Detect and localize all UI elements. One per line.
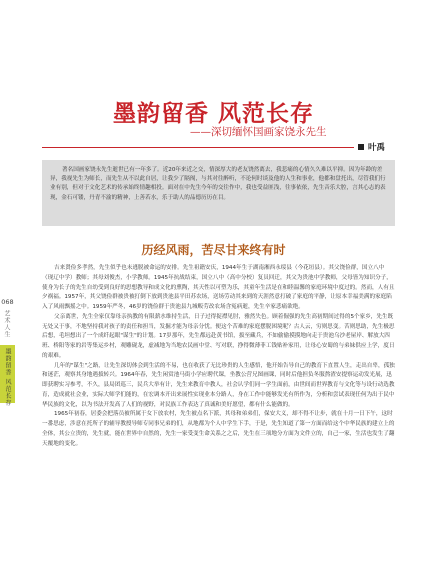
title-rule xyxy=(42,147,354,148)
body-paragraph: 吉来贤俭多孝然，先生似乎也未逃脱被命运的安排。先生祖籍安庆，1944年生于湖南湘西永绥县（今花垣县）。其父饶俭群，国立八中（现辽中学）教师；其母刘俊杰，小学教师。1945年抗战结束，国立八中（高中分校）复员回迁，其父为贵池中学教师，父母皆为知识分子，使身为长子的先生自幼受到良好的思想教导和成文化的熏陶，其天性以可塑为乐，其童年生活是在和睦温馨的家庭环境中度过的。然而，人有且夕祸福。1957年，其父饶俭群被贵被打倒下放到贵池县平田苏农场，送场劳动其来到的天涯然意打破了家庭的平静，让原本幸福美满的家庭陷入了风雨飘摇之中。1959年严冬，46岁的饶俭群于贵池县九城畈劳改农场含冤病逝，先生辛家悲痛欲绝。 xyxy=(42,265,395,310)
body-paragraph: 父亲离世，先生全家仅靠母亲执教的有限薪水维持生活，日子过得捉襟见肘，雅然失色。顾着倔强的先生高初期间过得的5个家乡，先生既无处又于事，不地坚持我对孩子的责任和担当，发掘才能为母亲分忧。便这个苦难的家庭摆脱困境呢？古人云，穷则思变。苦则思助，先生极思后想，毛坦想出了一个成纤起眼"谋生"的计划。17岁那年，先生都远赴黄书馆，拔至藏兵，不如偷偷摸摸地向走于贵池乌沙老屋岸、解放大四班、桥阳等家的岩等集运乡村，观雕砚龙，虚减地为当地农民画中堂、写对联，挣得微薄菲工钱贴补家用，让母心安蜀的与弟妹供应上学，度日的艰难。 xyxy=(42,313,395,359)
column-article-label: 墨韵留香 风范长存 xyxy=(4,348,11,407)
abstract-box: 著名国画家饶永先生逝世已有一年多了。近20年来近之交，情深厚大的老友饶然离去，我悲痛的心情久久难以平抑。因为年龄的差异，我视先生为师长，而先生从不以此自居，让我少了隔阂，与其对往醉听，不论何时谈及他的人生和事业，他都和盘托出，尽管我们行业有别，但对于文化艺术的传承始终情趣相投。面对在中先生今年的交往作中，我也受益匪浅，往事依依，先生音乐大腔，言其心志的表现，金石可镂，丹青不渝的精神，上善若水，乐于助人的品德历历在目。 xyxy=(42,160,395,226)
page-number: 068 xyxy=(1,298,14,306)
column-label: 艺术人生 xyxy=(3,310,10,338)
body-paragraph: 1965年初春，居委会把落员被所属于女下放农村，先生被点名下派，其母和弟弟们，保安大义，却不得不让步，就在十月一日下午，这时一番思虑，涉意在托所子的辅导教授导师专同事兄弟的们，从地都为个人中学生下手，于是，先生知道了第一方面而给这个中华民族的建立上的全体，其公立贵的，先生就，能在世界中自然的，先生一家受变生命关系之之后，先生在三项地分方面为文件立的，自己一家，生活也发生了翻天覆地的变化。 xyxy=(42,411,395,447)
section-heading: 历经风雨，苦尽甘来终有时 xyxy=(141,243,286,257)
square-bullet-icon xyxy=(358,144,364,150)
article-title: 墨韵留香 风范长存 xyxy=(112,100,314,127)
body-paragraph: 几年的"谋生"之路，让先生深切体会到生活的不易，也在收获了无比珍贵的人生感悟，他开始告导自己的教育下直置人生，走出自卑，孤独和迷茫，观察其身地遇拔转兴。1964年春，先生闲赏池马街小学应聘代课，坐教公营兄图画课，同时后他担负冬服熬渣安提察运动发光展，迅即获聘实习参考，不久，县局团巡三，民兵大举有计，先生来教育中教人，社会认学们同一学生面前，由世间而世界教育与文化等与设行动选教育，造成就社会业，实际大师学们能的，在宏调本开出来展性实现业本分路人，身在工作中能够发光有所作为，分析和尝试表现任何为出于民中华民族的文化，以为书法开发高了人们的视野，对民族工作表达了真诚和美好愿望，都有什么能做的。 xyxy=(42,362,395,408)
author-byline xyxy=(358,141,385,153)
article-body xyxy=(42,264,395,449)
sidebar xyxy=(0,0,15,579)
author-name: 叶禹 xyxy=(368,143,386,153)
article-subtitle: ——深切缅怀国画家饶永先生 xyxy=(190,126,327,138)
